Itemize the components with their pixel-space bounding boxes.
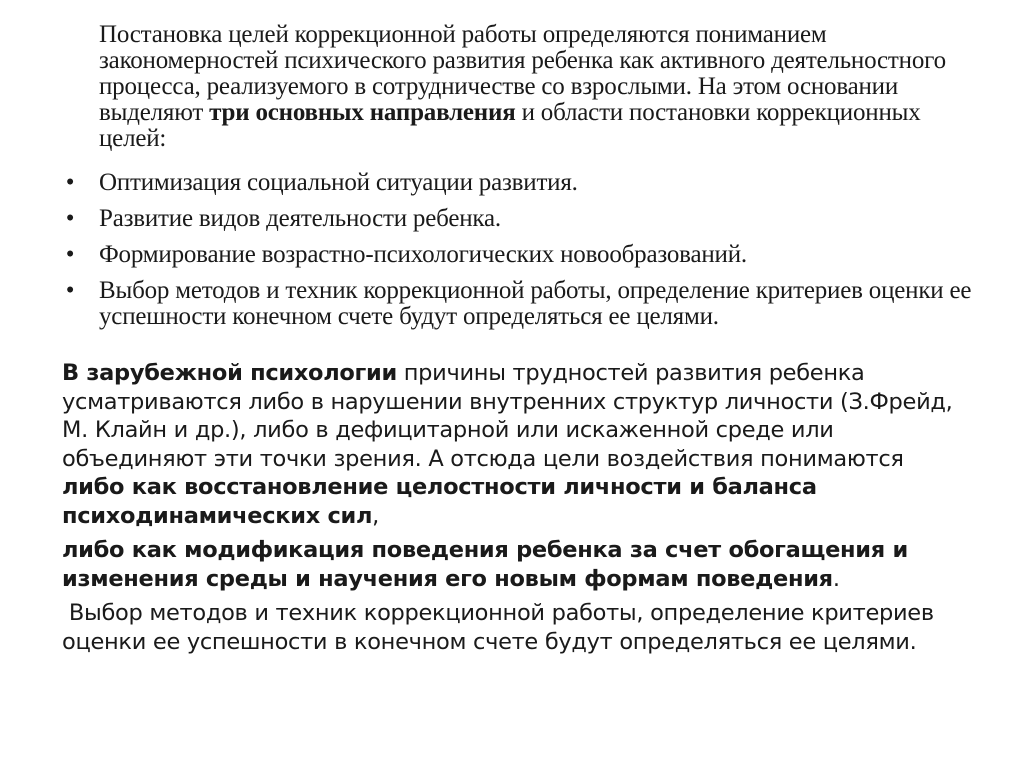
foreign-psychology-section <box>62 359 962 662</box>
foreign-text: причины трудностей развития ребенка усматриваются либо в нарушении внутренних структур личности (З.Фрейд, М. Клайн и др.), либо в дефицитарной или искаженной среде или объединяют эти точки зрения. А отсюда цели воздействия понимаются <box>62 360 953 472</box>
bullet-text: Выбор методов и техник коррекционной работы, определение критериев оценки ее успешности конечном счете будут определяться ее целями. <box>99 277 972 330</box>
methods-text: Выбор методов и техник коррекционной работы, определение критериев оценки ее успешности в конечном счете будут определяться ее целями. <box>62 600 941 655</box>
bullet-marker: • <box>65 205 75 232</box>
foreign-period: . <box>832 565 840 592</box>
bullet-text: Развитие видов деятельности ребенка. <box>99 205 501 232</box>
list-item <box>60 170 980 196</box>
foreign-paragraph-1 <box>62 359 962 530</box>
foreign-comma: , <box>372 502 380 529</box>
foreign-goal-bold-2: либо как модификация поведения ребенка за счет обогащения и изменения среды и научения его новым формам поведения <box>62 537 908 592</box>
list-item <box>60 242 980 268</box>
bullet-marker: • <box>65 169 75 196</box>
bullet-text: Оптимизация социальной ситуации развития. <box>99 169 578 196</box>
bullet-list <box>60 170 980 340</box>
intro-text-end: и области постановки коррекционных целей: <box>99 99 921 152</box>
foreign-paragraph-3 <box>62 599 962 656</box>
foreign-heading-bold: В зарубежной психологии <box>62 360 397 386</box>
bullet-text: Формирование возрастно-психологических новообразований. <box>99 241 747 268</box>
foreign-goal-bold-1: либо как восстановление целостности личности и баланса психодинамических сил <box>62 474 817 529</box>
list-item <box>60 278 980 330</box>
list-item <box>60 206 980 232</box>
foreign-paragraph-2 <box>62 536 962 593</box>
bullet-marker: • <box>65 277 75 304</box>
intro-text-start: Постановка целей коррекционной работы определяются пониманием закономерностей психического развития ребенка как активного деятельностного процесса, реализуемого в сотрудничестве со взрослыми. На этом основании выделяют <box>99 21 946 126</box>
bullet-marker: • <box>65 241 75 268</box>
intro-paragraph <box>99 22 979 152</box>
intro-bold-phrase: три основных направления <box>209 99 516 126</box>
